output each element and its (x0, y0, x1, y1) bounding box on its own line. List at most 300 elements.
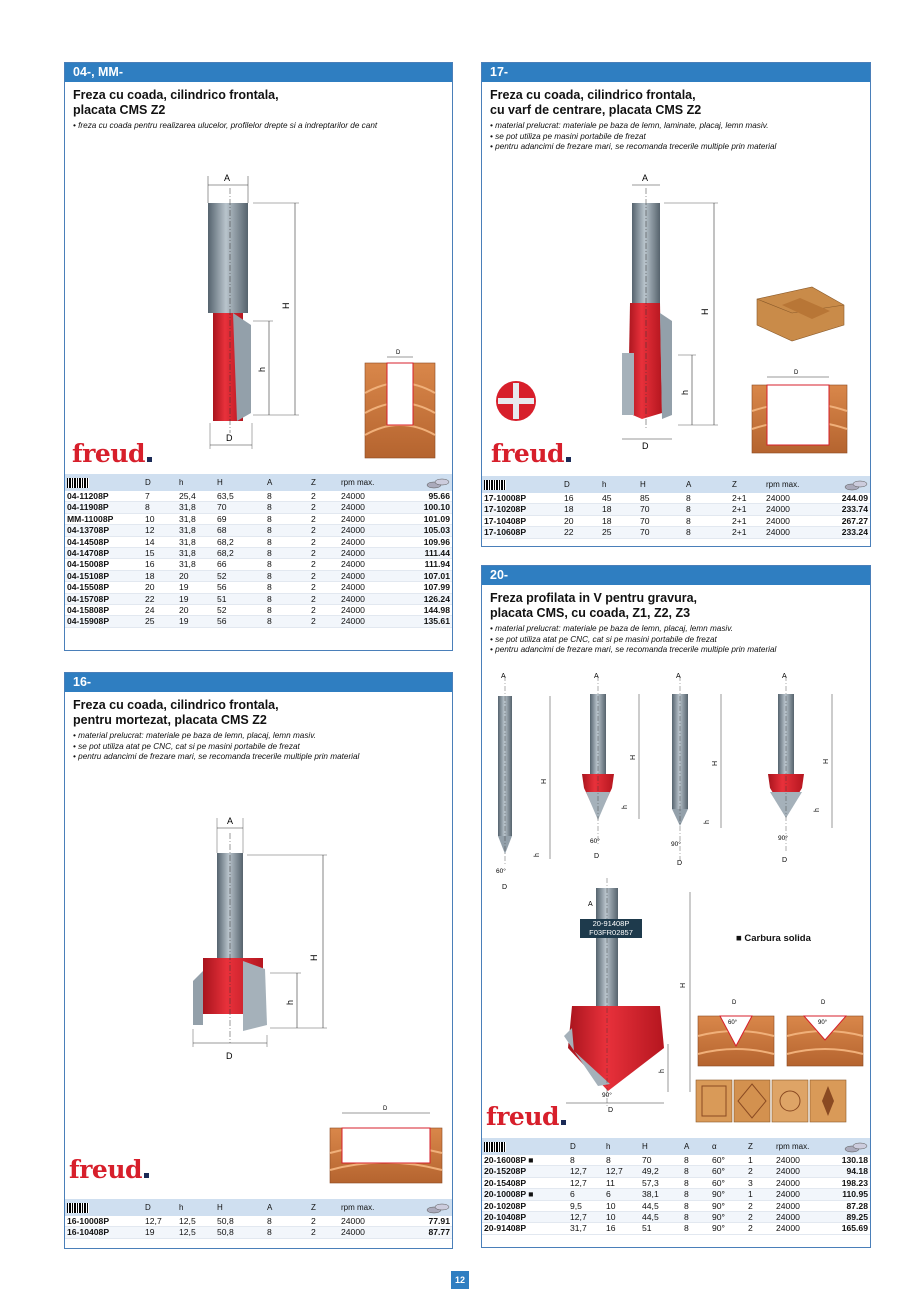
spec-value: 44,5 (640, 1212, 682, 1223)
dim-label: D (794, 370, 799, 376)
price: 107.99 (405, 582, 452, 593)
product-code: 20-91408P (482, 1223, 568, 1234)
product-code: 16-10408P (65, 1227, 143, 1238)
spec-value: 8 (265, 570, 309, 581)
product-code: 04-13708P (65, 525, 143, 536)
spec-value: 2 (309, 1216, 339, 1227)
table-row (65, 513, 452, 524)
table-row (65, 1216, 452, 1227)
spec-value: 56 (215, 582, 265, 593)
spec-value: 52 (215, 570, 265, 581)
dim-label: h (814, 808, 821, 812)
spec-table (482, 1138, 870, 1235)
spec-value: 8 (682, 1177, 710, 1188)
spec-value: 20 (143, 582, 177, 593)
spec-value: 24000 (774, 1177, 828, 1188)
table-row (65, 559, 452, 570)
spec-value: 2 (309, 593, 339, 604)
freud-logo: freud (72, 439, 152, 468)
spec-value: 24000 (774, 1200, 828, 1211)
spec-value: 18 (600, 515, 638, 526)
spec-value: 8 (682, 1155, 710, 1166)
section-16 (64, 672, 453, 1249)
spec-value: 60° (710, 1166, 746, 1177)
spec-value: 85 (638, 493, 684, 504)
spec-value: 8 (265, 513, 309, 524)
spec-value: 50,8 (215, 1227, 265, 1238)
spec-value: 24000 (339, 536, 405, 547)
spec-value: 24000 (339, 525, 405, 536)
spec-value: 2 (309, 536, 339, 547)
dim-label: D (383, 1106, 388, 1112)
product-code: 20-10408P (482, 1212, 568, 1223)
product-code: 04-15908P (65, 616, 143, 627)
spec-value: 70 (640, 1155, 682, 1166)
spec-value: 8 (265, 548, 309, 559)
table-row (65, 570, 452, 581)
dim-label: H (700, 308, 710, 315)
spec-value: 8 (568, 1155, 604, 1166)
table-row (482, 515, 870, 526)
dim-label: A (588, 901, 593, 908)
spec-value: 10 (143, 513, 177, 524)
price-coins-icon (426, 1202, 450, 1214)
product-code: 17-10208P (482, 504, 562, 515)
freud-logo: freud (491, 439, 571, 468)
spec-value: 18 (562, 504, 600, 515)
spec-value: 12,7 (568, 1177, 604, 1188)
product-code: 04-15708P (65, 593, 143, 604)
spec-value: 8 (265, 502, 309, 513)
spec-value: 8 (265, 491, 309, 502)
dim-label: H (541, 778, 548, 784)
spec-value: 8 (265, 593, 309, 604)
table-row (65, 1227, 452, 1238)
section-04 (64, 62, 453, 651)
spec-value: 69 (215, 513, 265, 524)
dim-label: A (782, 673, 787, 680)
price: 95.66 (405, 491, 452, 502)
freud-logo: freud (486, 1102, 566, 1131)
dim-label: h (680, 389, 690, 395)
product-code: 04-15108P (65, 570, 143, 581)
spec-value: 18 (600, 504, 638, 515)
product-code: MM-11008P (65, 513, 143, 524)
dim-label: D (642, 441, 649, 451)
table-header-row: D h H A Z rpm max. (65, 474, 452, 491)
spec-value: 19 (177, 593, 215, 604)
spec-value: 24000 (339, 570, 405, 581)
spec-value: 31,8 (177, 548, 215, 559)
spec-value: 16 (143, 559, 177, 570)
angle-label: 90° (671, 841, 681, 848)
spec-value: 38,1 (640, 1189, 682, 1200)
spec-value: 2 (309, 570, 339, 581)
spec-value: 10 (604, 1200, 640, 1211)
dim-label: h (285, 999, 295, 1005)
spec-value: 16 (562, 493, 600, 504)
spec-value: 22 (562, 527, 600, 538)
price: 165.69 (828, 1223, 870, 1234)
solid-carbide-note: ■ Carbura solida (736, 933, 811, 944)
spec-value: 8 (682, 1223, 710, 1234)
table-row (482, 504, 870, 515)
spec-value: 8 (265, 582, 309, 593)
spec-value: 18 (143, 570, 177, 581)
dim-label: h (622, 805, 629, 809)
price: 89.25 (828, 1212, 870, 1223)
spec-value: 2 (309, 513, 339, 524)
spec-value: 31,8 (177, 502, 215, 513)
spec-value: 6 (604, 1189, 640, 1200)
spec-value: 70 (638, 504, 684, 515)
spec-value: 19 (143, 1227, 177, 1238)
spec-value: 14 (143, 536, 177, 547)
price: 244.09 (820, 493, 870, 504)
section-header: 04-, MM- (65, 63, 452, 82)
spec-value: 68,2 (215, 548, 265, 559)
dim-label: A (594, 673, 599, 680)
dim-label: H (309, 954, 319, 961)
spec-value: 8 (265, 536, 309, 547)
spec-value: 8 (684, 515, 730, 526)
spec-value: 19 (177, 616, 215, 627)
spec-value: 45 (600, 493, 638, 504)
price-coins-icon (426, 477, 450, 489)
spec-value: 31,8 (177, 559, 215, 570)
spec-value: 20 (177, 605, 215, 616)
price: 110.95 (828, 1189, 870, 1200)
spec-value: 8 (265, 605, 309, 616)
spec-value: 24000 (764, 527, 820, 538)
dim-label: A (676, 673, 681, 680)
spec-value: 63,5 (215, 491, 265, 502)
table-row (482, 493, 870, 504)
spec-value: 11 (604, 1177, 640, 1188)
bullet-list: • material prelucrat: materiale pe baza de lemn, placaj, lemn masiv. • se pot utiliza atat pe CNC, cat si pe masini portabile de frezat • pentru adancimi de frezare mari, se recomanda trecerile multiple prin material (73, 731, 360, 761)
dim-label: D (782, 857, 788, 864)
section-17 (481, 62, 871, 547)
angle-label: 90° (778, 835, 788, 842)
sample-carving-image (772, 1080, 808, 1122)
dim-label: D (608, 1107, 614, 1114)
table-row (65, 616, 452, 627)
spec-value: 68 (215, 525, 265, 536)
product-code: 17-10008P (482, 493, 562, 504)
section-header: 17- (482, 63, 870, 82)
price: 111.44 (405, 548, 452, 559)
angle-label: 90° (602, 1092, 612, 1099)
spec-value: 24000 (339, 513, 405, 524)
spec-value: 16 (604, 1223, 640, 1234)
product-title: Freza cu coada, cilindrico frontala, placata CMS Z2 (73, 88, 279, 117)
spec-value: 24000 (774, 1212, 828, 1223)
table-row (65, 525, 452, 536)
spec-value: 1 (746, 1189, 774, 1200)
spec-value: 8 (682, 1166, 710, 1177)
barcode-icon (484, 1142, 506, 1152)
dim-label: A (224, 173, 231, 183)
price: 105.03 (405, 525, 452, 536)
spec-table (65, 474, 452, 628)
spec-value: 31,8 (177, 536, 215, 547)
price: 198.23 (828, 1177, 870, 1188)
spec-value: 57,3 (640, 1177, 682, 1188)
spec-value: 24000 (339, 548, 405, 559)
table-row (482, 527, 870, 538)
dim-label: H (630, 754, 637, 760)
dim-label: h (659, 1069, 666, 1073)
angle-label: 60° (590, 838, 600, 845)
router-bit-drawing (65, 63, 454, 483)
spec-value: 51 (215, 593, 265, 604)
dim-label: h (704, 820, 711, 824)
spec-value: 2 (309, 502, 339, 513)
spec-value: 31,7 (568, 1223, 604, 1234)
angle-label: 60° (728, 1020, 738, 1026)
spec-value: 2 (309, 605, 339, 616)
spec-value: 8 (265, 525, 309, 536)
spec-value: 20 (562, 515, 600, 526)
spec-value: 51 (640, 1223, 682, 1234)
product-code: 17-10608P (482, 527, 562, 538)
spec-value: 8 (684, 504, 730, 515)
section-20 (481, 565, 871, 1248)
spec-value: 31,8 (177, 513, 215, 524)
price: 87.28 (828, 1200, 870, 1211)
price: 77.91 (405, 1216, 452, 1227)
dim-label: A (227, 816, 234, 826)
spec-value: 12 (143, 525, 177, 536)
spec-value: 8 (604, 1155, 640, 1166)
spec-value: 24000 (339, 593, 405, 604)
router-bit-drawing (65, 673, 454, 1193)
dim-label: h (534, 853, 541, 857)
spec-value: 20 (177, 570, 215, 581)
spec-value: 24000 (774, 1223, 828, 1234)
spec-value: 8 (682, 1200, 710, 1211)
angle-label: 60° (496, 868, 506, 875)
bullet-list: • material prelucrat: materiale pe baza de lemn, placaj, lemn masiv. • se pot utiliza atat pe CNC, cat si pe masini portabile de frezat • pentru adancimi de frezare mari, se recomanda trecerile multiple prin material (490, 624, 777, 654)
spec-value: 25 (143, 616, 177, 627)
section-header: 16- (65, 673, 452, 692)
angle-label: 90° (818, 1020, 828, 1026)
table-row (65, 491, 452, 502)
spec-value: 12,7 (568, 1166, 604, 1177)
dim-label: D (226, 1051, 233, 1061)
spec-value: 25,4 (177, 491, 215, 502)
dim-label: A (642, 173, 649, 183)
spec-value: 70 (638, 527, 684, 538)
table-row (482, 1177, 870, 1188)
table-row (482, 1223, 870, 1234)
spec-value: 90° (710, 1200, 746, 1211)
spec-value: 2 (746, 1166, 774, 1177)
spec-value: 8 (682, 1212, 710, 1223)
table-row (482, 1166, 870, 1177)
spec-value: 19 (177, 582, 215, 593)
dim-label: H (712, 760, 719, 766)
table-row (65, 502, 452, 513)
table-header-row: D h H A Z rpm max. (65, 1199, 452, 1216)
spec-value: 2 (309, 525, 339, 536)
product-code: 04-14508P (65, 536, 143, 547)
product-code: 20-15208P (482, 1166, 568, 1177)
v-bit-drawings (482, 566, 872, 1136)
spec-value: 2+1 (730, 527, 764, 538)
freud-logo: freud (69, 1155, 149, 1184)
price: 267.27 (820, 515, 870, 526)
dim-label: D (502, 884, 508, 891)
price: 233.74 (820, 504, 870, 515)
bullet-list: • freza cu coada pentru realizarea ulucelor, profilelor drepte si a indreptarilor de cant (73, 121, 378, 130)
product-tag: 20-91408P F03FR02857 (580, 919, 642, 938)
spec-value: 8 (143, 502, 177, 513)
dim-label: H (680, 982, 687, 988)
spec-value: 3 (746, 1177, 774, 1188)
spec-value: 12,7 (143, 1216, 177, 1227)
spec-value: 9,5 (568, 1200, 604, 1211)
spec-value: 24000 (764, 515, 820, 526)
barcode-icon (484, 480, 506, 490)
spec-value: 2 (309, 559, 339, 570)
dim-label: h (257, 366, 267, 372)
spec-value: 44,5 (640, 1200, 682, 1211)
section-header: 20- (482, 566, 870, 585)
dim-label: A (501, 673, 506, 680)
spec-value: 90° (710, 1189, 746, 1200)
product-title: Freza cu coada, cilindrico frontala, pentru mortezat, placata CMS Z2 (73, 698, 279, 727)
spec-value: 24 (143, 605, 177, 616)
spec-value: 24000 (764, 493, 820, 504)
product-code: 04-14708P (65, 548, 143, 559)
spec-value: 24000 (339, 1227, 405, 1238)
spec-value: 31,8 (177, 525, 215, 536)
spec-value: 90° (710, 1223, 746, 1234)
spec-value: 8 (684, 493, 730, 504)
spec-value: 22 (143, 593, 177, 604)
price: 101.09 (405, 513, 452, 524)
table-row (65, 548, 452, 559)
product-title: Freza profilata in V pentru gravura, placata CMS, cu coada, Z1, Z2, Z3 (490, 591, 697, 620)
product-code: 17-10408P (482, 515, 562, 526)
table-row (482, 1212, 870, 1223)
barcode-icon (67, 1203, 89, 1213)
price-coins-icon (844, 1141, 868, 1153)
spec-value: 2 (746, 1200, 774, 1211)
table-row (65, 536, 452, 547)
product-code: 16-10008P (65, 1216, 143, 1227)
table-header-row: D h H A α Z rpm max. (482, 1138, 870, 1155)
spec-value: 8 (684, 527, 730, 538)
product-code: 20-10008P ■ (482, 1189, 568, 1200)
spec-value: 24000 (339, 502, 405, 513)
spec-value: 24000 (774, 1189, 828, 1200)
table-row (65, 605, 452, 616)
price: 87.77 (405, 1227, 452, 1238)
product-code: 04-15008P (65, 559, 143, 570)
spec-value: 2 (746, 1223, 774, 1234)
spec-value: 49,2 (640, 1166, 682, 1177)
spec-value: 12,7 (604, 1166, 640, 1177)
spec-value: 2 (746, 1212, 774, 1223)
product-code: 20-15408P (482, 1177, 568, 1188)
spec-value: 24000 (339, 559, 405, 570)
spec-value: 24000 (774, 1155, 828, 1166)
spec-value: 60° (710, 1177, 746, 1188)
barcode-icon (67, 478, 89, 488)
spec-value: 68,2 (215, 536, 265, 547)
product-code: 04-15808P (65, 605, 143, 616)
price: 144.98 (405, 605, 452, 616)
table-row (482, 1189, 870, 1200)
product-code: 04-11908P (65, 502, 143, 513)
spec-value: 8 (265, 616, 309, 627)
spec-value: 2 (309, 1227, 339, 1238)
price: 109.96 (405, 536, 452, 547)
spec-value: 2 (309, 616, 339, 627)
spec-value: 10 (604, 1212, 640, 1223)
product-title: Freza cu coada, cilindrico frontala, cu varf de centrare, placata CMS Z2 (490, 88, 702, 117)
price: 94.18 (828, 1166, 870, 1177)
page-number: 12 (451, 1271, 469, 1289)
spec-value: 2+1 (730, 504, 764, 515)
router-bit-drawing (482, 63, 872, 483)
spec-table (482, 476, 870, 539)
dim-label: D (594, 853, 600, 860)
spec-value: 70 (638, 515, 684, 526)
spec-value: 25 (600, 527, 638, 538)
spec-value: 12,5 (177, 1227, 215, 1238)
spec-value: 24000 (339, 616, 405, 627)
spec-value: 8 (265, 559, 309, 570)
dim-label: D (226, 433, 233, 443)
dim-label: D (677, 860, 683, 867)
dim-label: H (281, 302, 291, 309)
spec-value: 56 (215, 616, 265, 627)
spec-value: 60° (710, 1155, 746, 1166)
spec-value: 24000 (339, 582, 405, 593)
spec-value: 6 (568, 1189, 604, 1200)
price: 100.10 (405, 502, 452, 513)
spec-value: 2+1 (730, 493, 764, 504)
spec-value: 24000 (774, 1166, 828, 1177)
price: 135.61 (405, 616, 452, 627)
spec-value: 8 (682, 1189, 710, 1200)
bullet-list: • material prelucrat: materiale pe baza de lemn, laminate, placaj, lemn masiv. • se pot utiliza pe masini portabile de frezat • pentru adancimi de frezare mari, se recomanda trecerile multiple prin material (490, 121, 777, 151)
table-header-row: D h H A Z rpm max. (482, 476, 870, 493)
spec-value: 15 (143, 548, 177, 559)
spec-value: 7 (143, 491, 177, 502)
spec-value: 24000 (339, 491, 405, 502)
dim-label: D (732, 1000, 737, 1006)
spec-value: 1 (746, 1155, 774, 1166)
spec-value: 90° (710, 1212, 746, 1223)
spec-value: 2 (309, 582, 339, 593)
spec-value: 2 (309, 491, 339, 502)
dim-label: D (396, 350, 401, 356)
table-row (482, 1200, 870, 1211)
table-row (65, 593, 452, 604)
table-row (482, 1155, 870, 1166)
spec-value: 24000 (339, 605, 405, 616)
dim-label: D (821, 1000, 826, 1006)
price: 233.24 (820, 527, 870, 538)
product-code: 04-15508P (65, 582, 143, 593)
spec-value: 52 (215, 605, 265, 616)
product-code: 04-11208P (65, 491, 143, 502)
price: 130.18 (828, 1155, 870, 1166)
